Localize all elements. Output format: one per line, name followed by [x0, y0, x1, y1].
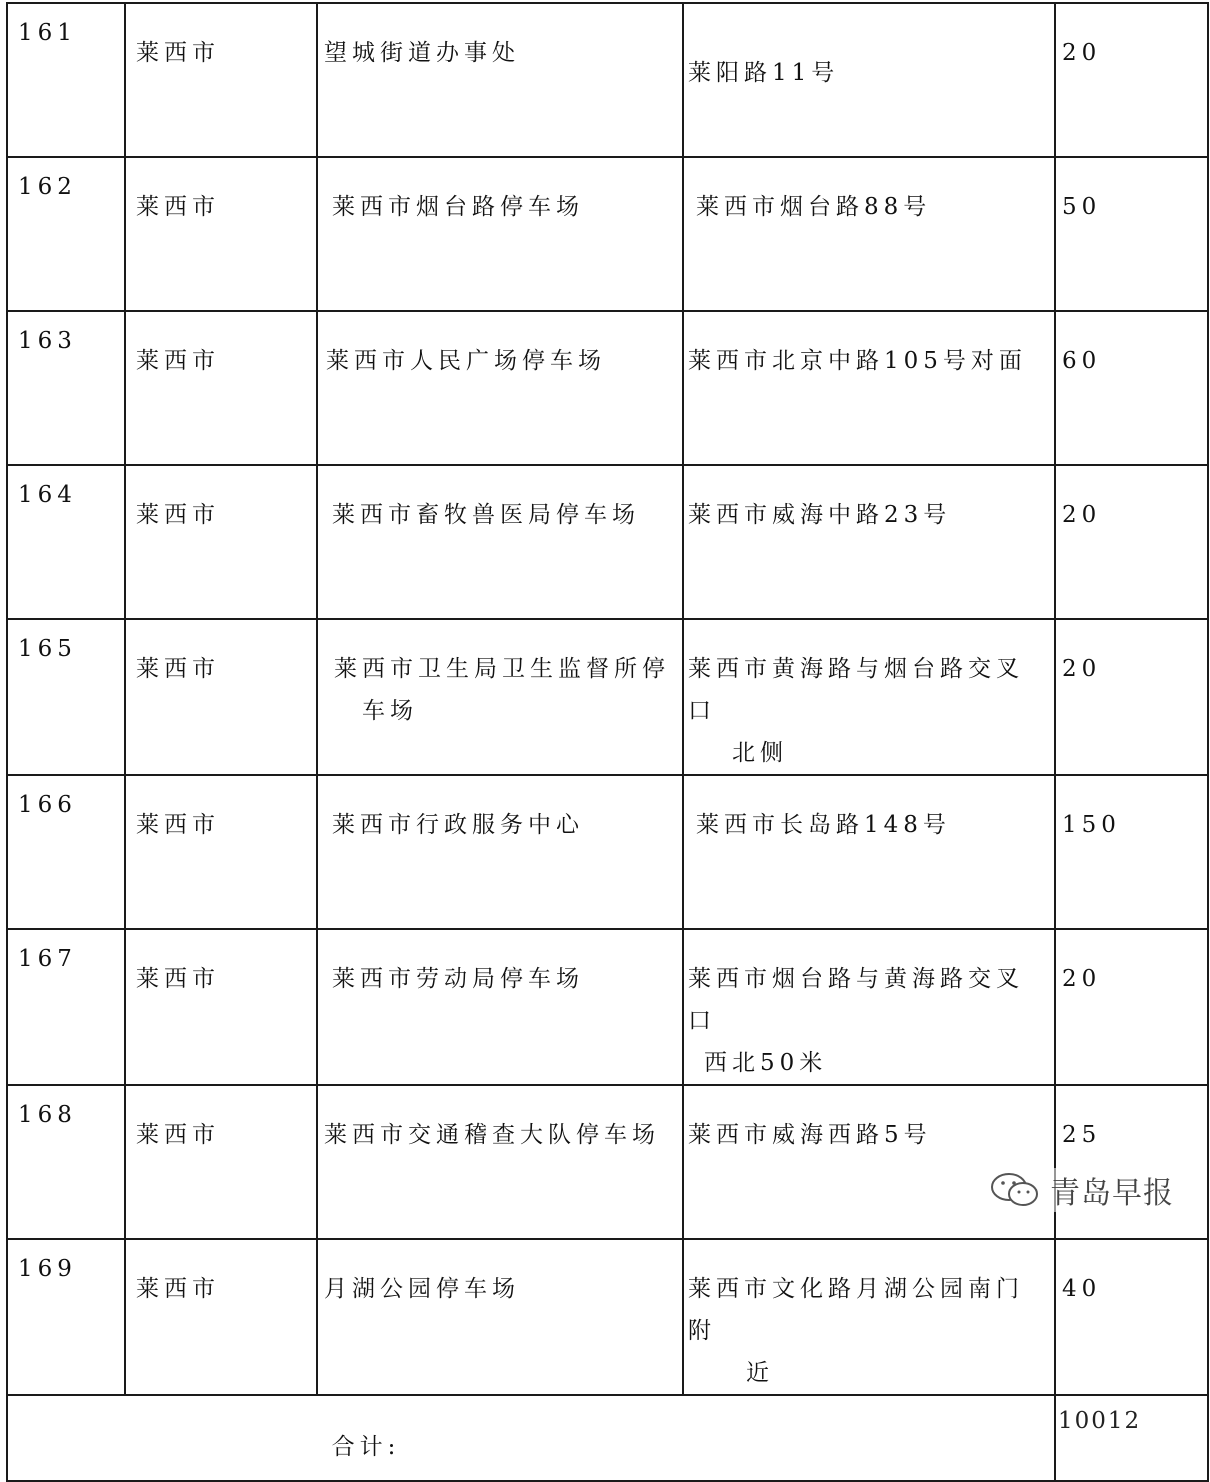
address-cell	[683, 1239, 1055, 1395]
city-cell: 莱西市	[125, 311, 317, 465]
parking-name: 莱西市行政服务中心	[332, 812, 584, 838]
address: 莱西市威海西路5号	[688, 1122, 932, 1148]
city-cell: 莱西市	[125, 1085, 317, 1239]
parking-name-cell	[317, 157, 683, 311]
count-cell: 40	[1055, 1239, 1208, 1395]
total-label: 合计:	[331, 1434, 401, 1460]
count-cell: 25	[1055, 1085, 1208, 1239]
table-row	[7, 1239, 1208, 1395]
table-row	[7, 619, 1208, 775]
address-line2: 近	[746, 1360, 774, 1386]
table-row	[7, 929, 1208, 1085]
row-number: 164	[7, 465, 125, 619]
parking-name: 莱西市交通稽查大队停车场	[324, 1122, 660, 1148]
parking-name-cell	[317, 465, 683, 619]
table-row	[7, 775, 1208, 929]
parking-name-cell	[317, 775, 683, 929]
table-row	[7, 157, 1208, 311]
wechat-icon	[988, 1170, 1042, 1210]
city-cell: 莱西市	[125, 3, 317, 157]
address-line1: 莱西市黄海路与烟台路交叉口	[688, 656, 1024, 724]
address-line2: 北侧	[732, 740, 788, 766]
parking-name: 莱西市劳动局停车场	[332, 966, 584, 992]
parking-name: 莱西市烟台路停车场	[332, 194, 584, 220]
count-cell: 20	[1055, 929, 1208, 1085]
total-label-cell	[7, 1395, 1055, 1481]
address-cell	[683, 157, 1055, 311]
address: 莱阳路11号	[688, 60, 840, 86]
city-cell: 莱西市	[125, 157, 317, 311]
count-cell: 20	[1055, 619, 1208, 775]
parking-name-line1: 莱西市卫生局卫生监督所停	[334, 656, 670, 682]
row-number: 166	[7, 775, 125, 929]
total-row	[7, 1395, 1208, 1481]
parking-name-cell	[317, 619, 683, 775]
parking-name-cell	[317, 311, 683, 465]
address-cell	[683, 929, 1055, 1085]
count-cell: 50	[1055, 157, 1208, 311]
count-cell: 20	[1055, 465, 1208, 619]
address-cell	[683, 1085, 1055, 1239]
total-value-cell	[1055, 1395, 1208, 1481]
city-cell: 莱西市	[125, 1239, 317, 1395]
parking-name: 莱西市畜牧兽医局停车场	[332, 502, 640, 528]
parking-name-cell	[317, 1239, 683, 1395]
row-number: 162	[7, 157, 125, 311]
watermark	[988, 1168, 1174, 1212]
parking-name: 莱西市人民广场停车场	[326, 348, 606, 374]
count-cell: 20	[1055, 3, 1208, 157]
city-cell: 莱西市	[125, 465, 317, 619]
parking-name-cell	[317, 1085, 683, 1239]
table-row	[7, 311, 1208, 465]
address-cell	[683, 619, 1055, 775]
parking-name-line2: 车场	[362, 698, 418, 724]
address-line2: 西北50米	[704, 1050, 828, 1076]
row-number: 165	[7, 619, 125, 775]
total-value: 10012	[1058, 1408, 1142, 1434]
address: 莱西市威海中路23号	[688, 502, 952, 528]
address-cell	[683, 775, 1055, 929]
parking-name: 望城街道办事处	[324, 40, 520, 66]
watermark-text: 青岛早报	[1050, 1176, 1174, 1211]
parking-name-cell	[317, 929, 683, 1085]
city-cell: 莱西市	[125, 775, 317, 929]
parking-table	[6, 2, 1209, 1482]
city-cell: 莱西市	[125, 619, 317, 775]
address-cell	[683, 3, 1055, 157]
row-number: 161	[7, 3, 125, 157]
count-cell: 150	[1055, 775, 1208, 929]
address-line1: 莱西市烟台路与黄海路交叉口	[688, 966, 1024, 1034]
address-cell	[683, 465, 1055, 619]
row-number: 167	[7, 929, 125, 1085]
city-cell: 莱西市	[125, 929, 317, 1085]
parking-name-cell	[317, 3, 683, 157]
address: 莱西市北京中路105号对面	[688, 348, 1027, 374]
row-number: 168	[7, 1085, 125, 1239]
table-row	[7, 465, 1208, 619]
address-line1: 莱西市文化路月湖公园南门附	[688, 1276, 1024, 1344]
table-row	[7, 1085, 1208, 1239]
parking-name: 月湖公园停车场	[324, 1276, 520, 1302]
table-row	[7, 3, 1208, 157]
address-cell	[683, 311, 1055, 465]
row-number: 169	[7, 1239, 125, 1395]
address: 莱西市长岛路148号	[696, 812, 951, 838]
count-cell: 60	[1055, 311, 1208, 465]
address: 莱西市烟台路88号	[696, 194, 932, 220]
row-number: 163	[7, 311, 125, 465]
